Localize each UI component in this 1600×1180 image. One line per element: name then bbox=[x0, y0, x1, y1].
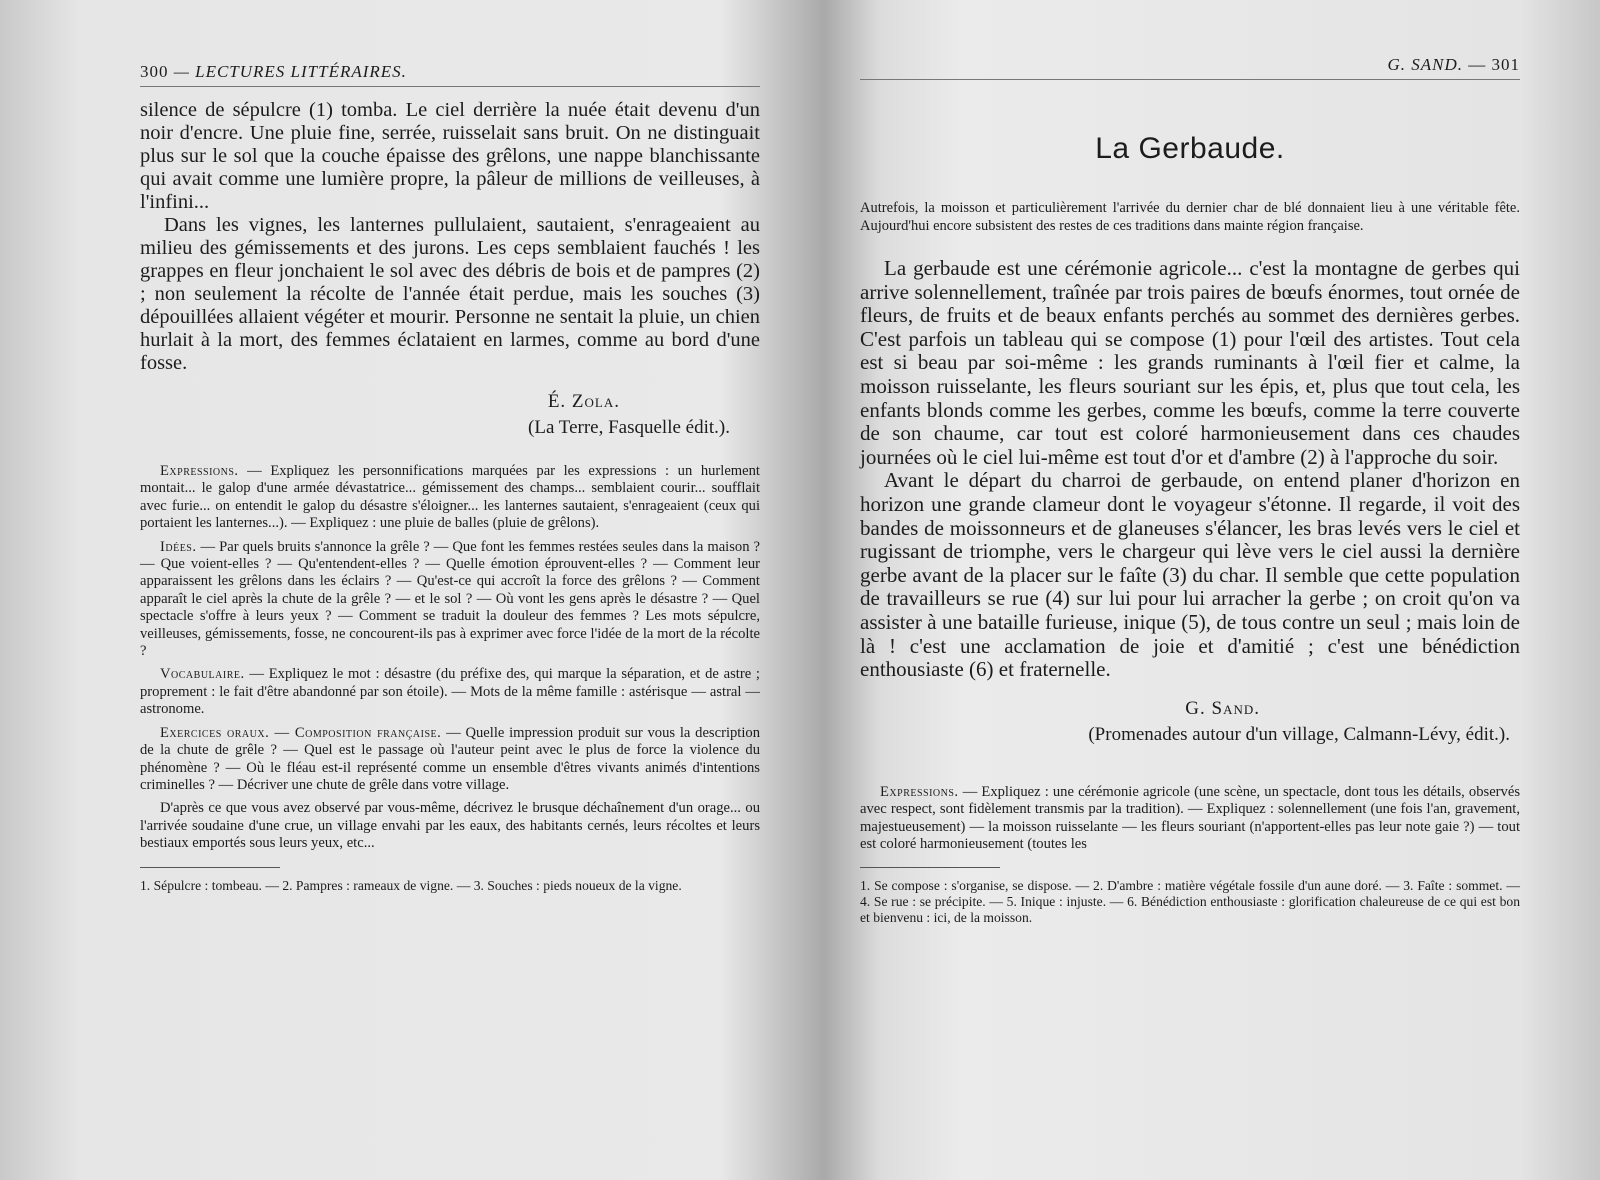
exercise-text: — Par quels bruits s'annonce la grêle ? — Que font les femmes restées seules dans la maison ? — Que voient-elles ? — Qu'entendent-elles ? — Quelle émotion éprouvent-elles ? — Comment leur apparaissent les grêlons dans les éclairs ? — Qu'est-ce qui accroît la force des grêlons ? — Comment apparaît le ciel après la chute de la grêle ? — et le sol ? — Où vont les gens après le désastre ? — Quel spectacle s'offre à leurs yeux ? — Comment se traduit la douleur des femmes ? Les mots sépulcre, veilleuses, gémissements, fosse, ne concourent-ils pas à exprimer avec force l'idée de la mort de la récolte ? bbox=[140, 538, 760, 660]
main-text bbox=[860, 257, 1520, 682]
paragraph: silence de sépulcre (1) tomba. Le ciel derrière la nuée était devenu d'un noir d'encre. Une pluie fine, serrée, ruisselait sans bruit. On ne distinguait plus sur le sol que la couche épaisse des grêlons, une nappe blanchissante qui avait comme une lumière propre, la pâleur de millions de veilleuses, à l'infini... bbox=[140, 99, 760, 213]
paragraph: Dans les vignes, les lanternes pullulaient, sautaient, s'enrageaient au milieu des gémissements et des jurons. Les ceps semblaient fauchés ! les grappes en fleur jonchaient le sol avec des débris de bois et de pampres (2) ; non seulement la récolte de l'année était perdue, mais les souches (3) dépouillées allaient végéter et mourir. Personne ne sentait la pluie, un chien hurlait à la mort, des femmes éclataient en larmes, comme au bord d'une fosse. bbox=[140, 214, 760, 374]
footnotes: 1. Sépulcre : tombeau. — 2. Pampres : rameaux de vigne. — 3. Souches : pieds noueux de la vigne. bbox=[140, 877, 682, 893]
exercise-lead: Exercices oraux. — Composition française. bbox=[160, 724, 442, 741]
signature bbox=[860, 696, 1520, 748]
footnote-divider bbox=[140, 867, 280, 868]
running-head-left bbox=[140, 62, 760, 87]
running-head-title: G. SAND. bbox=[1387, 55, 1463, 74]
running-head-title: — LECTURES LITTÉRAIRES. bbox=[173, 62, 407, 81]
footnote-divider bbox=[860, 867, 1000, 868]
running-head-text bbox=[1387, 55, 1520, 75]
chapter-title: La Gerbaude. bbox=[1095, 132, 1285, 165]
exercises bbox=[140, 463, 760, 853]
author-name: É. Zola. bbox=[547, 391, 620, 412]
signature bbox=[140, 389, 760, 441]
paragraph: Avant le départ du charroi de gerbaude, on entend planer d'horizon en horizon une grande clameur dont le voyageur s'étonne. Il regarde, il voit des bandes de moissonneurs et de glaneuses s'élancer, les bras levés vers le ciel et rugissant de triomphe, vers le chargeur qui lève vers le ciel aussi la dernière gerbe avant de la placer sur le faîte (3) du char. Il semble que cette population de travailleurs se rue (4) sur lui pour lui arracher la gerbe ; on croit qu'on va assister à une bataille furieuse, inique (5), de tous contre un seul ; mais loin de là ! c'est une acclamation de joie et d'amitié ; c'est une bénédiction enthousiaste (6) et fraternelle. bbox=[860, 468, 1520, 682]
exercise-paragraph bbox=[140, 725, 760, 795]
exercise-paragraph bbox=[140, 800, 760, 852]
exercise-lead: Expressions. bbox=[880, 783, 959, 800]
exercise-text: — Expliquez les personnifications marquées par les expressions : un hurlement montait... le galop d'une armée dévastatrice... gémissement des champs... semblaient courir... soufflait avec furie... on entendit le galop du désastre s'éloigner... les lanternes sautaient, s'enrageaient (ceux qui portaient les lanternes...). — Expliquez : une pluie de balles (pluie de grêlons). bbox=[140, 463, 760, 532]
source-citation: (Promenades autour d'un village, Calmann-Lévy, édit.). bbox=[1088, 723, 1510, 745]
exercise-paragraph bbox=[860, 784, 1520, 854]
exercise-paragraph bbox=[140, 666, 760, 718]
exercises bbox=[860, 784, 1520, 854]
exercise-lead: Idées. bbox=[160, 538, 197, 555]
page-number: 300 bbox=[140, 62, 169, 81]
main-text bbox=[140, 99, 760, 375]
source-citation: (La Terre, Fasquelle édit.). bbox=[528, 417, 730, 438]
author-name: G. Sand. bbox=[1185, 697, 1260, 719]
exercise-lead: Expressions. bbox=[160, 463, 239, 479]
exercise-paragraph bbox=[140, 539, 760, 661]
page-number: — 301 bbox=[1468, 55, 1520, 74]
exercise-lead: Vocabulaire. bbox=[160, 666, 245, 683]
exercise-text: — Expliquez : une cérémonie agricole (une scène, un spectacle, dont tous les détails, observés avec respect, sont fidèlement transmis par la tradition). — Expliquez : solennellement (une fois l'an, gravement, majestueusement) — la moisson ruisselante — les fleurs souriant (n'apportent-elles pas leur note gaie ?) — tout est coloré harmonieusement (toutes les bbox=[860, 783, 1520, 852]
running-head-text bbox=[140, 62, 407, 82]
introduction: Autrefois, la moisson et particulièrement l'arrivée du dernier char de blé donnaient lieu à une véritable fête. Aujourd'hui encore subsistent des restes de ces traditions dans mainte région française. bbox=[860, 200, 1520, 234]
footnotes: 1. Se compose : s'organise, se dispose. — 2. D'ambre : matière végétale fossile d'un aune doré. — 3. Faîte : sommet. — 4. Se rue : se précipite. — 5. Inique : injuste. — 6. Bénédiction enthousiaste : glorification chaleureuse de ce qui est bon et bienvenu : ici, de la moisson. bbox=[860, 878, 1520, 926]
right-page bbox=[820, 0, 1600, 1180]
paragraph: La gerbaude est une cérémonie agricole... c'est la montagne de gerbes qui arrive solennellement, traînée par trois paires de bœufs énormes, tout ornée de fleurs, de fruits et de beaux enfants perchés au sommet des dernières gerbes. C'est parfois un tableau qui se compose (1) pour l'œil des artistes. Tout cela est si beau par soi-même : les grands ruminants à l'œil fier et calme, la moisson ruisselante, les fleurs souriant sur les épis, et, plus que tout cela, les enfants blonds comme les gerbes, comme les bœufs, comme la terre couverte de son chaume, car tout est coloré harmonieusement dans ces chaudes journées où le ciel lui-même est tout d'or et d'ambre (2) à l'approche du soir. bbox=[860, 256, 1520, 469]
running-head-right bbox=[860, 55, 1520, 80]
exercise-text: — Quelle impression produit sur vous la description de la chute de grêle ? — Quel est le passage où l'auteur peint avec le plus de force la violence du phénomène ? — Où le fléau est-il représenté comme un ensemble d'êtres vivants animés d'intentions criminelles ? — Décriver une chute de grêle dans votre village. bbox=[140, 724, 761, 793]
exercise-text: D'après ce que vous avez observé par vous-même, décrivez le brusque déchaînement d'un orage... ou l'arrivée soudaine d'une crue, un village envahi par les eaux, des habitants cernés, leurs récoltes et leurs bestiaux emportés sous leurs yeux, etc... bbox=[140, 800, 760, 852]
exercise-text: — Expliquez le mot : désastre (du préfixe des, qui marque la séparation, et de astre ; proprement : le fait d'être abandonné par son étoile). — Mots de la même famille : astérisque — astral — astronome. bbox=[140, 666, 760, 718]
exercise-paragraph bbox=[140, 463, 760, 533]
